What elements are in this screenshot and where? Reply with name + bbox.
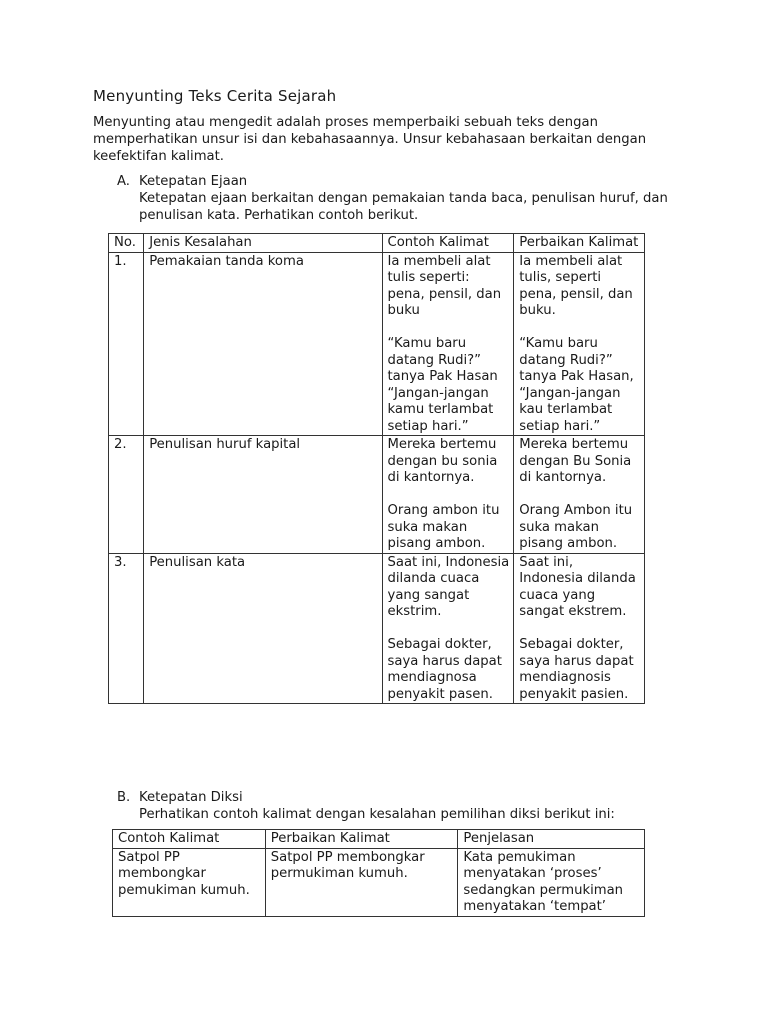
section-b-text: Perhatikan contoh kalimat dengan kesalahan pemilihan diksi berikut ini: — [139, 807, 615, 822]
row-number: 3. — [109, 553, 144, 704]
error-type: Penulisan kata — [144, 553, 382, 704]
error-type: Pemakaian tanda koma — [144, 252, 382, 436]
example-sentence: Ia membeli alat tulis seperti: pena, pensil, dan buku “Kamu baru datang Rudi?” tanya Pak Hasan “Jangan-jangan kamu terlambat setiap hari.” — [382, 252, 514, 436]
table-header-row — [109, 234, 645, 253]
table-header-row — [113, 830, 645, 849]
table-row — [109, 252, 645, 436]
header-jenis-kesalahan: Jenis Kesalahan — [144, 234, 382, 253]
header-no: No. — [109, 234, 144, 253]
table-row — [113, 848, 645, 916]
header-penjelasan: Penjelasan — [458, 830, 645, 849]
ejaan-table — [108, 233, 645, 704]
section-b-heading — [117, 789, 243, 806]
header-contoh-kalimat: Contoh Kalimat — [113, 830, 266, 849]
corrected-sentence: Ia membeli alat tulis, seperti pena, pensil, dan buku. “Kamu baru datang Rudi?” tanya Pak Hasan, “Jangan-jangan kau terlambat setiap hari.” — [514, 252, 645, 436]
corrected-sentence: Mereka bertemu dengan Bu Sonia di kantornya. Orang Ambon itu suka makan pisang ambon. — [514, 436, 645, 554]
error-type: Penulisan huruf kapital — [144, 436, 382, 554]
section-a-text: Ketepatan ejaan berkaitan dengan pemakaian tanda baca, penulisan huruf, dan penulisan kata. Perhatikan contoh berikut. — [139, 191, 668, 223]
example-sentence: Satpol PP membongkar pemukiman kumuh. — [113, 848, 266, 916]
document-title: Menyunting Teks Cerita Sejarah — [93, 87, 337, 105]
table-row — [109, 553, 645, 704]
explanation: Kata pemukiman menyatakan ‘proses’ sedangkan permukiman menyatakan ‘tempat’ — [458, 848, 645, 916]
example-sentence: Mereka bertemu dengan bu sonia di kantornya. Orang ambon itu suka makan pisang ambon. — [382, 436, 514, 554]
corrected-sentence: Saat ini, Indonesia dilanda cuaca yang sangat ekstrem. Sebagai dokter, saya harus dapat mendiagnosis penyakit pasien. — [514, 553, 645, 704]
section-a-heading — [117, 173, 247, 190]
row-number: 1. — [109, 252, 144, 436]
section-b-title: Ketepatan Diksi — [139, 790, 243, 805]
diksi-table — [112, 829, 645, 917]
section-b-letter: B. — [117, 790, 131, 805]
header-contoh-kalimat: Contoh Kalimat — [382, 234, 514, 253]
intro-paragraph: Menyunting atau mengedit adalah proses memperbaiki sebuah teks dengan memperhatikan unsur isi dan kebahasaannya. Unsur kebahasaan berkaitan dengan keefektifan kalimat. — [93, 115, 647, 164]
table-row — [109, 436, 645, 554]
section-a-title: Ketepatan Ejaan — [139, 174, 248, 189]
section-a-letter: A. — [117, 174, 130, 189]
corrected-sentence: Satpol PP membongkar permukiman kumuh. — [265, 848, 458, 916]
header-perbaikan-kalimat: Perbaikan Kalimat — [514, 234, 645, 253]
header-perbaikan-kalimat: Perbaikan Kalimat — [265, 830, 458, 849]
row-number: 2. — [109, 436, 144, 554]
example-sentence: Saat ini, Indonesia dilanda cuaca yang sangat ekstrim. Sebagai dokter, saya harus dapat mendiagnosa penyakit pasen. — [382, 553, 514, 704]
